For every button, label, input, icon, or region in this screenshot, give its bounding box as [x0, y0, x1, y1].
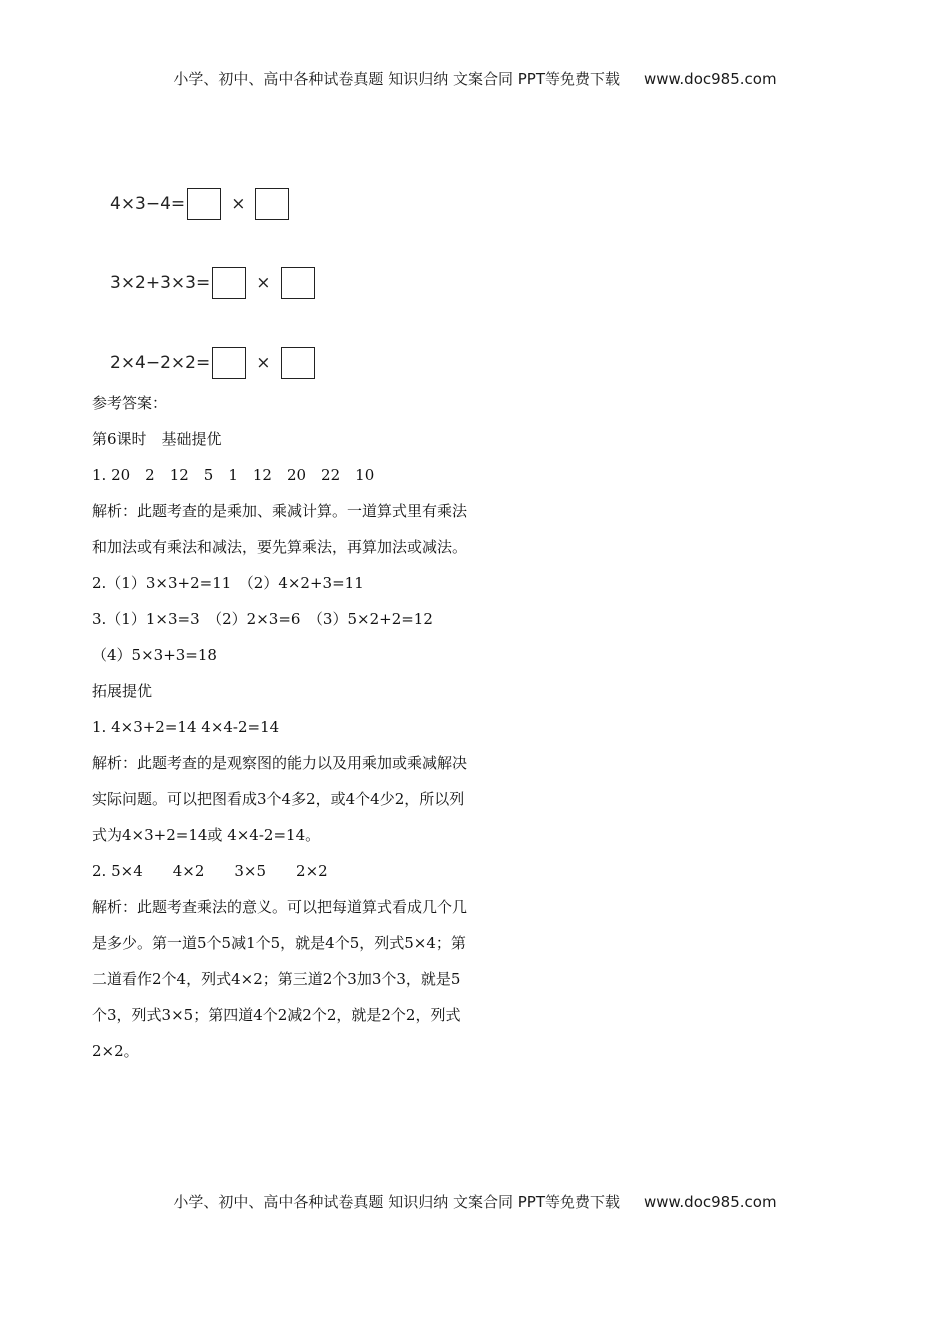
times-sign: × — [231, 194, 246, 214]
answer-box[interactable] — [281, 347, 315, 379]
answer-item: 1. 20 2 12 5 1 12 20 22 10 — [92, 466, 375, 484]
equation-3 — [110, 346, 317, 380]
answer-box[interactable] — [212, 267, 246, 299]
answer-item: （4）5×3+3=18 — [92, 646, 217, 664]
equation-2 — [110, 266, 317, 300]
equation-expression: 2×4−2×2= — [110, 353, 211, 373]
footer-text: 小学、初中、高中各种试卷真题 知识归纳 文案合同 PPT等免费下载 — [173, 1193, 620, 1211]
answer-box[interactable] — [212, 347, 246, 379]
header-site-link[interactable]: www.doc985.com — [643, 70, 777, 88]
equation-expression: 3×2+3×3= — [110, 273, 211, 293]
analysis-text: 解析：此题考查的是乘加、乘减计算。一道算式里有乘法和加法或有乘法和减法，要先算乘法，再算加法或减法。 — [92, 502, 468, 556]
answer-box[interactable] — [187, 188, 221, 220]
equation-expression: 4×3−4= — [110, 194, 186, 214]
answer-item: 2.（1）3×3+2=11 （2）4×2+3=11 — [92, 574, 364, 592]
answer-item: 3.（1）1×3=3 （2）2×3=6 （3）5×2+2=12 — [92, 610, 433, 628]
answer-box[interactable] — [281, 267, 315, 299]
times-sign: × — [256, 353, 271, 373]
analysis-text: 解析：此题考查的是观察图的能力以及用乘加或乘减解决实际问题。可以把图看成3个4多2，或4个4少2，所以列式为4×3+2=14或 4×4-2=14。 — [92, 754, 468, 844]
section-heading: 拓展提优 — [92, 682, 153, 700]
answer-section — [92, 385, 472, 1069]
times-sign: × — [256, 273, 271, 293]
answer-item: 2. 5×4 4×2 3×5 2×2 — [92, 862, 328, 880]
page-header — [0, 68, 950, 89]
section-heading: 第6课时 基础提优 — [92, 430, 222, 448]
header-text: 小学、初中、高中各种试卷真题 知识归纳 文案合同 PPT等免费下载 — [173, 70, 620, 88]
page-footer — [0, 1191, 950, 1212]
analysis-text: 解析：此题考查乘法的意义。可以把每道算式看成几个几是多少。第一道5个5减1个5，就是4个5，列式5×4；第二道看作2个4，列式4×2；第三道2个3加3个3，就是5个3，列式3×5；第四道4个2减2个2，就是2个2，列式2×2。 — [92, 898, 468, 1060]
equation-1 — [110, 187, 291, 221]
answer-box[interactable] — [255, 188, 289, 220]
answers-title: 参考答案： — [92, 394, 168, 412]
footer-site-link[interactable]: www.doc985.com — [643, 1193, 777, 1211]
answer-item: 1. 4×3+2=14 4×4-2=14 — [92, 718, 280, 736]
